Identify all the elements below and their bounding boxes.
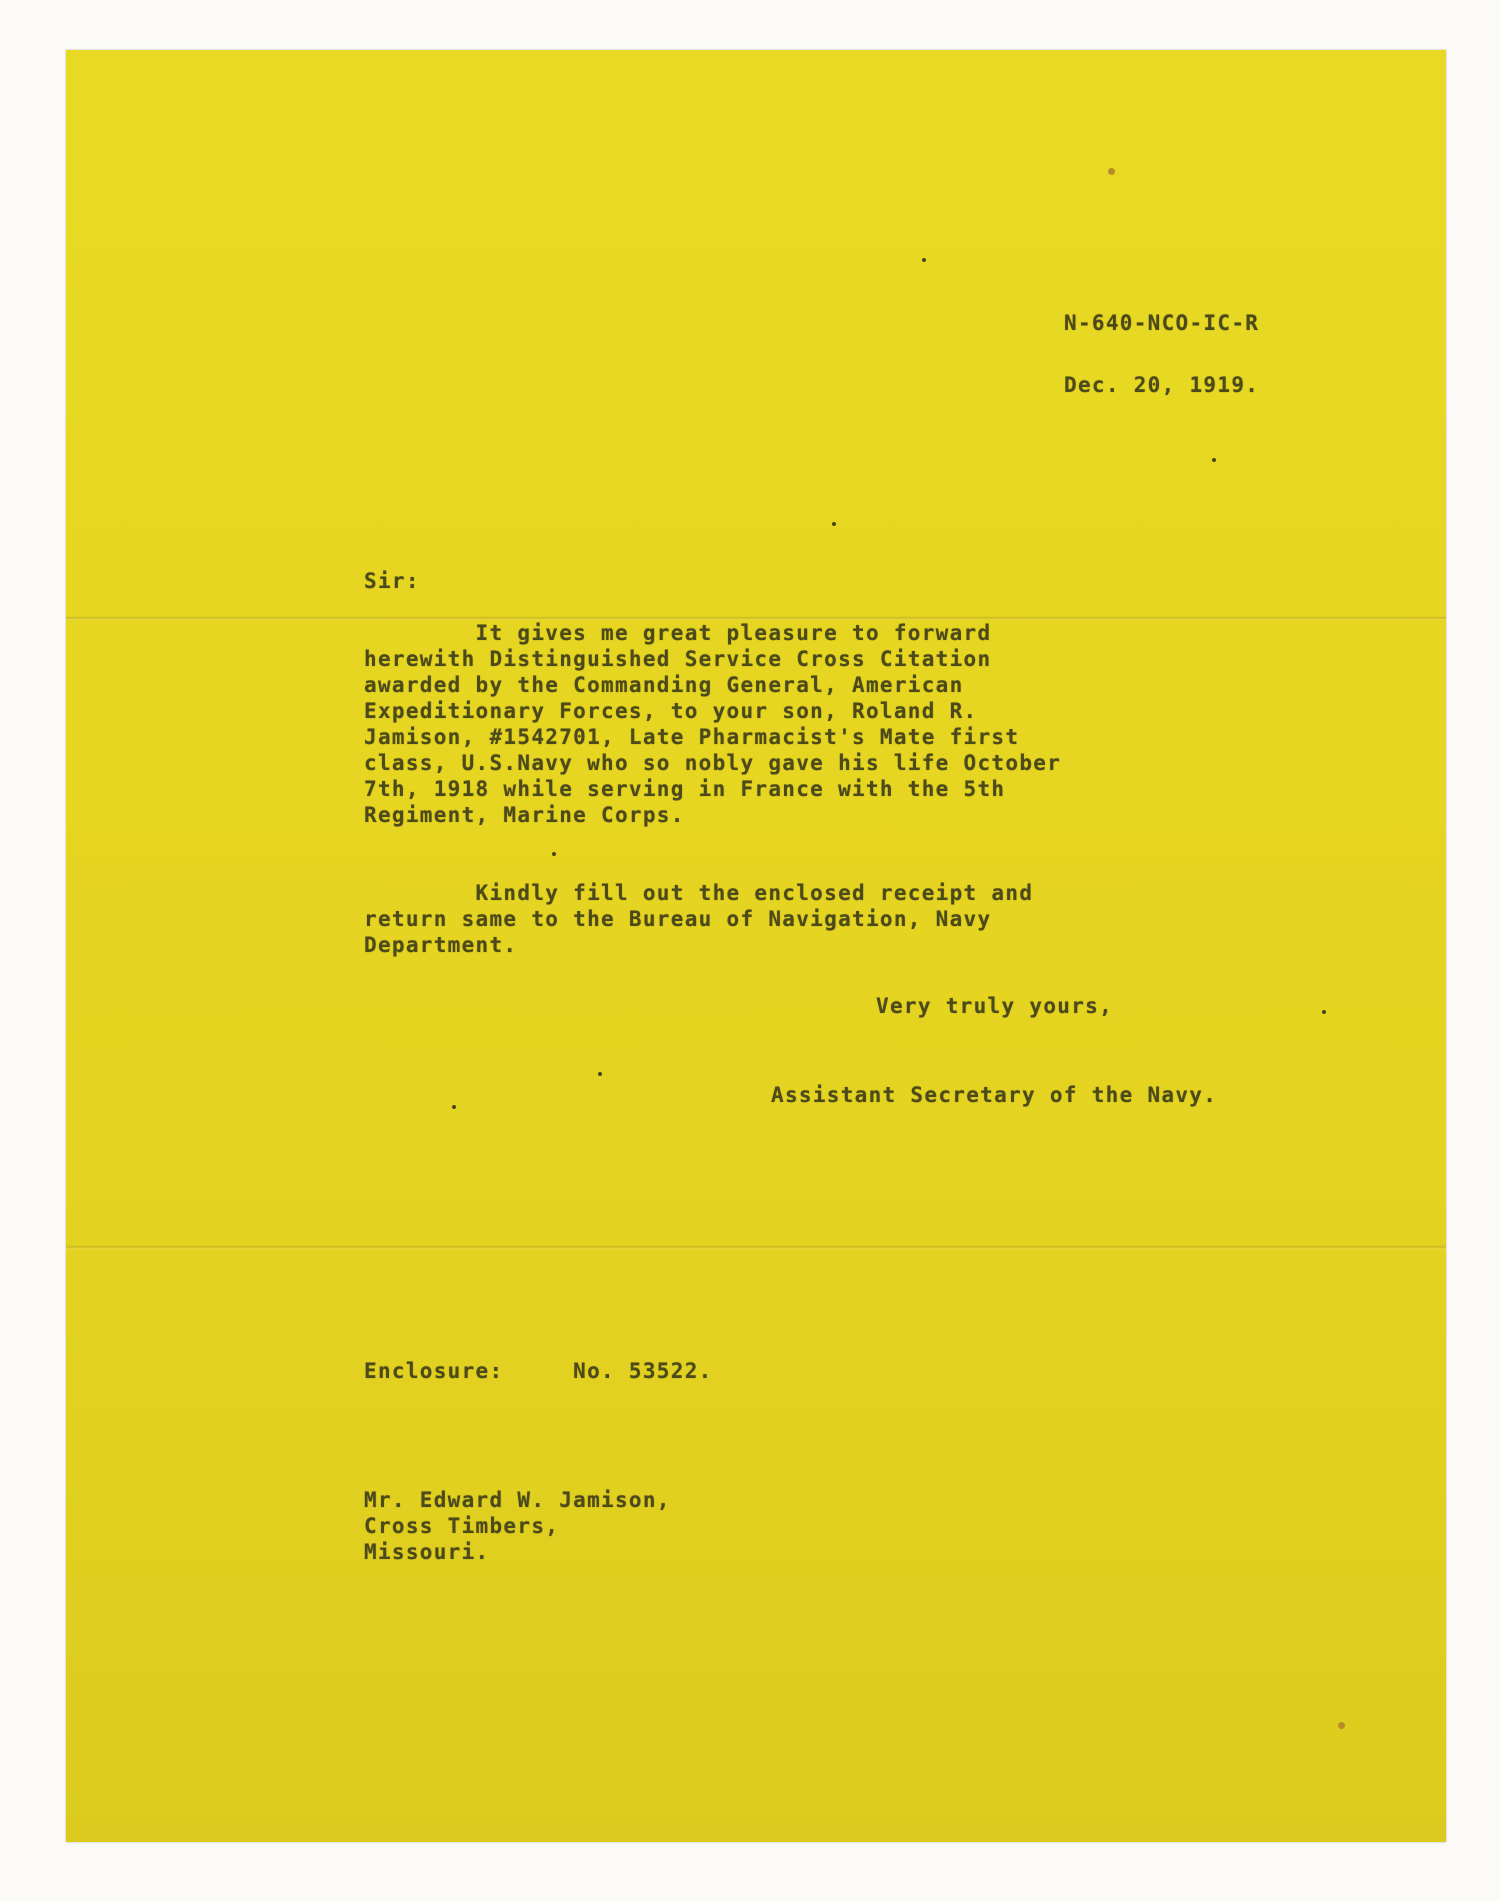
paper-stain	[1108, 168, 1115, 175]
body-line: Jamison, #1542701, Late Pharmacist's Mate first	[364, 725, 1020, 749]
body-line: Regiment, Marine Corps.	[364, 803, 685, 827]
addressee-line: Mr. Edward W. Jamison,	[364, 1488, 671, 1512]
paper-speck	[1322, 1010, 1326, 1014]
paper-speck	[1212, 458, 1216, 462]
body-line: 7th, 1918 while serving in France with the 5th	[364, 777, 1006, 801]
paper-stain	[1338, 1722, 1345, 1729]
body-line: Department.	[364, 933, 518, 957]
body-line: awarded by the Commanding General, American	[364, 673, 964, 697]
addressee-line: Cross Timbers,	[364, 1514, 560, 1538]
letter-date: Dec. 20, 1919.	[1064, 373, 1260, 397]
closing: Very truly yours,	[876, 994, 1114, 1018]
body-line: Kindly fill out the enclosed receipt and	[364, 881, 1034, 905]
signature-title: Assistant Secretary of the Navy.	[771, 1083, 1218, 1107]
body-line: herewith Distinguished Service Cross Citation	[364, 647, 992, 671]
body-line: class, U.S.Navy who so nobly gave his life October	[364, 751, 1062, 775]
body-line: return same to the Bureau of Navigation, Navy	[364, 907, 992, 931]
addressee-line: Missouri.	[364, 1540, 490, 1564]
paper-speck	[598, 1072, 602, 1076]
salutation: Sir:	[364, 569, 420, 593]
fold-crease-lower	[66, 1245, 1446, 1249]
body-line: It gives me great pleasure to forward	[364, 621, 992, 645]
letter-sheet	[66, 50, 1446, 1842]
file-reference: N-640-NCO-IC-R	[1064, 311, 1260, 335]
body-line: Expeditionary Forces, to your son, Roland R.	[364, 699, 978, 723]
paper-speck	[452, 1105, 456, 1109]
paper-speck	[832, 522, 836, 526]
paper-speck	[922, 258, 926, 262]
paper-speck	[552, 852, 556, 856]
enclosure-line: Enclosure: No. 53522.	[364, 1359, 713, 1383]
